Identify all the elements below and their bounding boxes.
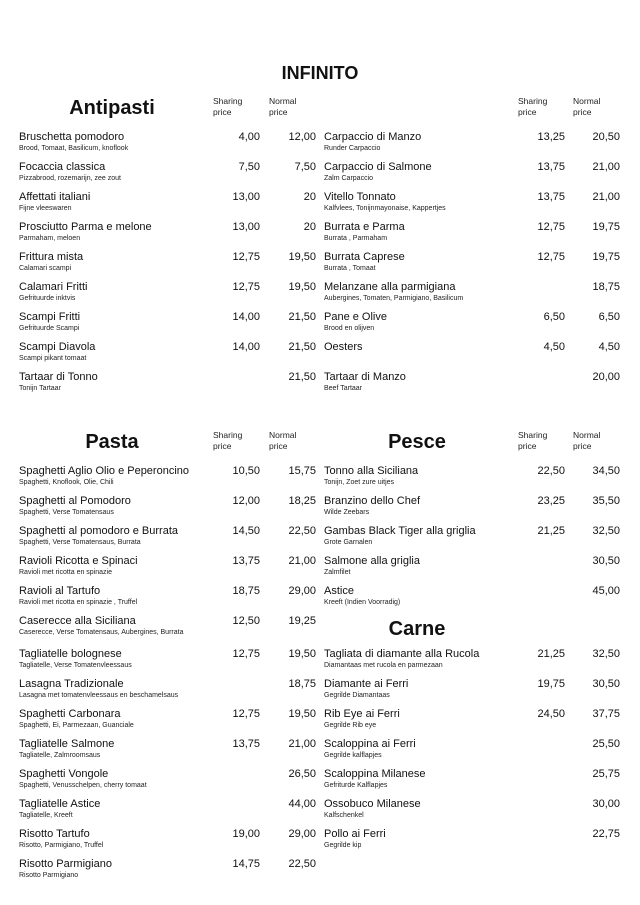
menu-item: [324, 131, 624, 161]
price-label: price: [269, 107, 288, 117]
price-label: price: [518, 107, 537, 117]
item-name: Spaghetti al Pomodoro: [19, 495, 131, 507]
menu-item: [19, 161, 319, 191]
menu-item: [19, 798, 319, 828]
item-description: Tonijn, Zoet zure uitjes: [324, 479, 395, 486]
normal-price: 30,50: [592, 555, 620, 567]
item-description: Grote Garnalen: [324, 539, 373, 546]
item-description: Ravioli met ricotta en spinazie , Truffel: [19, 599, 138, 606]
item-name: Focaccia classica: [19, 161, 106, 173]
menu-item: [324, 828, 624, 858]
item-description: Tagliatelle, Kreeft: [19, 812, 73, 819]
menu-item: [324, 525, 624, 555]
normal-price: 32,50: [592, 525, 620, 537]
item-name: Ossobuco Milanese: [324, 798, 421, 810]
sharing-price: 13,75: [232, 555, 260, 567]
normal-price: 19,50: [288, 281, 316, 293]
sharing-price: 13,75: [232, 738, 260, 750]
menu-item: [324, 251, 624, 281]
normal-price: 25,50: [592, 738, 620, 750]
menu-item: [324, 585, 624, 615]
sharing-price-header: [213, 96, 263, 118]
normal-price: 19,50: [288, 251, 316, 263]
item-description: Wilde Zeebars: [324, 509, 370, 516]
normal-price: 21,50: [288, 311, 316, 323]
antipasti-left-list: [19, 131, 319, 401]
normal-price-header: [269, 96, 319, 118]
item-name: Tagliata di diamante alla Rucola: [324, 648, 480, 660]
item-name: Risotto Tartufo: [19, 828, 90, 840]
item-name: Spaghetti al pomodoro e Burrata: [19, 525, 178, 537]
normal-price: 37,75: [592, 708, 620, 720]
item-name: Risotto Parmigiano: [19, 858, 112, 870]
normal-price: 25,75: [592, 768, 620, 780]
item-description: Calamari scampi: [19, 265, 72, 272]
sharing-price: 21,25: [537, 525, 565, 537]
item-description: Kalfschenkel: [324, 812, 364, 819]
item-description: Brood, Tomaat, Basilicum, knoflook: [19, 145, 129, 152]
item-description: Spaghetti, Verse Tomatensaus: [19, 509, 114, 516]
item-name: Carpaccio di Salmone: [324, 161, 432, 173]
menu-item: [324, 191, 624, 221]
normal-label: Normal: [269, 430, 297, 440]
normal-price: 4,50: [598, 341, 620, 353]
normal-price: 21,50: [288, 341, 316, 353]
item-name: Tagliatelle Astice: [19, 798, 101, 810]
sharing-price: 12,75: [232, 708, 260, 720]
sharing-price: 23,25: [537, 495, 565, 507]
item-description: Burrata , Parmaham: [324, 235, 388, 242]
sharing-price: 12,75: [537, 251, 565, 263]
sharing-price: 19,75: [537, 678, 565, 690]
normal-price: 21,00: [288, 555, 316, 567]
sharing-price: 18,75: [232, 585, 260, 597]
normal-price: 29,00: [288, 828, 316, 840]
price-label: price: [573, 107, 592, 117]
sharing-price: 14,00: [232, 341, 260, 353]
item-description: Zalm Carpaccio: [324, 175, 374, 182]
antipasti-right-list: [324, 131, 624, 401]
normal-price: 7,50: [294, 161, 316, 173]
menu-item: [19, 708, 319, 738]
item-name: Bruschetta pomodoro: [19, 131, 125, 143]
sharing-price: 12,75: [537, 221, 565, 233]
normal-price: 19,50: [288, 648, 316, 660]
item-name: Lasagna Tradizionale: [19, 678, 124, 690]
normal-price: 21,00: [592, 161, 620, 173]
item-description: Burrata , Tomaat: [324, 265, 376, 272]
sharing-price: 14,75: [232, 858, 260, 870]
sharing-price: 13,75: [537, 161, 565, 173]
sharing-label: Sharing: [213, 96, 243, 106]
normal-price: 26,50: [288, 768, 316, 780]
item-description: Gegrilde kalflapjes: [324, 752, 382, 759]
sharing-price: 19,00: [232, 828, 260, 840]
item-description: Ravioli met ricotta en spinazie: [19, 569, 112, 576]
menu-item: [324, 738, 624, 768]
menu-item: [324, 678, 624, 708]
menu-item: [19, 495, 319, 525]
item-name: Frittura mista: [19, 251, 84, 263]
normal-label: Normal: [573, 430, 601, 440]
sharing-price: 13,25: [537, 131, 565, 143]
menu-item: [19, 311, 319, 341]
item-name: Burrata e Parma: [324, 221, 405, 233]
sharing-price-header: [518, 96, 568, 118]
item-description: Spaghetti, Knoflook, Olie, Chili: [19, 479, 114, 486]
price-label: price: [518, 441, 537, 451]
normal-price: 18,75: [288, 678, 316, 690]
item-description: Kalfvlees, Tonijnmayonaise, Kappertjes: [324, 205, 446, 212]
menu-item: [19, 281, 319, 311]
menu-item: [324, 221, 624, 251]
sharing-price: 12,75: [232, 648, 260, 660]
normal-price: 21,00: [592, 191, 620, 203]
menu-item: [19, 525, 319, 555]
normal-price: 19,75: [592, 221, 620, 233]
menu-item: [19, 768, 319, 798]
item-name: Tartaar di Manzo: [324, 371, 406, 383]
item-name: Spaghetti Aglio Olio e Peperoncino: [19, 465, 190, 477]
menu-item: [19, 221, 319, 251]
menu-item: [324, 281, 624, 311]
item-name: Prosciutto Parma e melone: [19, 221, 152, 233]
item-name: Branzino dello Chef: [324, 495, 421, 507]
pesce-list: [324, 465, 624, 615]
normal-price: 34,50: [592, 465, 620, 477]
menu-item: [19, 555, 319, 585]
section-heading-antipasti: Antipasti: [69, 97, 155, 119]
item-name: Scaloppina Milanese: [324, 768, 426, 780]
sharing-price: 6,50: [543, 311, 565, 323]
normal-price-header: [269, 430, 319, 452]
normal-price: 22,50: [288, 858, 316, 870]
item-name: Tartaar di Tonno: [19, 371, 98, 383]
normal-price: 15,75: [288, 465, 316, 477]
price-label: price: [213, 107, 232, 117]
item-name: Astice: [324, 585, 354, 597]
item-name: Pollo ai Ferri: [324, 828, 386, 840]
menu-item: [19, 371, 319, 401]
normal-price: 30,50: [592, 678, 620, 690]
item-name: Salmone alla griglia: [324, 555, 420, 567]
item-name: Tonno alla Siciliana: [324, 465, 419, 477]
item-description: Risotto, Parmigiano, Truffel: [19, 842, 104, 849]
sharing-price: 7,50: [238, 161, 260, 173]
item-name: Ravioli al Tartufo: [19, 585, 101, 597]
normal-price: 20: [303, 191, 316, 203]
section-heading-pasta: Pasta: [85, 431, 139, 453]
item-description: Fijne vleeswaren: [19, 205, 72, 212]
normal-price: 30,00: [592, 798, 620, 810]
item-description: Runder Carpaccio: [324, 145, 381, 152]
menu-item: [324, 768, 624, 798]
item-description: Caserecce, Verse Tomatensaus, Aubergines, Burrata: [19, 629, 184, 636]
sharing-price: 4,50: [543, 341, 565, 353]
item-description: Beef Tartaar: [324, 385, 363, 392]
sharing-price: 12,75: [232, 281, 260, 293]
carne-list: [324, 648, 624, 858]
sharing-price: 12,50: [232, 615, 260, 627]
section-heading-carne: Carne: [388, 618, 446, 640]
sharing-price-header: [518, 430, 568, 452]
normal-price: 29,00: [288, 585, 316, 597]
sharing-price: 10,50: [232, 465, 260, 477]
normal-price-header: [573, 96, 623, 118]
item-description: Parmaham, meloen: [19, 235, 81, 242]
item-name: Calamari Fritti: [19, 281, 88, 293]
menu-item: [19, 858, 319, 888]
item-description: Spaghetti, Venusschelpen, cherry tomaat: [19, 782, 147, 789]
item-description: Spaghetti, Verse Tomatensaus, Burrata: [19, 539, 141, 546]
item-description: Risotto Parmigiano: [19, 872, 79, 879]
sharing-price: 13,00: [232, 221, 260, 233]
item-name: Scaloppina ai Ferri: [324, 738, 416, 750]
sharing-price: 13,75: [537, 191, 565, 203]
item-name: Scampi Fritti: [19, 311, 81, 323]
menu-item: [324, 798, 624, 828]
item-description: Zalmfilet: [324, 569, 351, 576]
menu-item: [324, 311, 624, 341]
normal-price: 45,00: [592, 585, 620, 597]
normal-price: 44,00: [288, 798, 316, 810]
normal-price: 19,75: [592, 251, 620, 263]
normal-price: 20: [303, 221, 316, 233]
item-name: Gambas Black Tiger alla griglia: [324, 525, 476, 537]
menu-item: [324, 465, 624, 495]
normal-price: 19,25: [288, 615, 316, 627]
menu-item: [19, 131, 319, 161]
sharing-price: 14,00: [232, 311, 260, 323]
sharing-label: Sharing: [518, 430, 548, 440]
item-description: Tonijn Tartaar: [19, 385, 61, 392]
item-name: Rib Eye ai Ferri: [324, 708, 400, 720]
menu-item: [19, 191, 319, 221]
menu-item: [19, 738, 319, 768]
normal-price: 20,50: [592, 131, 620, 143]
menu-item: [324, 648, 624, 678]
item-description: Aubergines, Tomaten, Parmigiano, Basilicum: [324, 295, 464, 302]
sharing-price: 22,50: [537, 465, 565, 477]
item-name: Tagliatelle bolognese: [19, 648, 122, 660]
sharing-price: 24,50: [537, 708, 565, 720]
item-name: Ravioli Ricotta e Spinaci: [19, 555, 138, 567]
item-description: Gegrilde Diamantaas: [324, 692, 390, 699]
normal-price: 22,50: [288, 525, 316, 537]
item-description: Gegrilde kip: [324, 842, 362, 849]
item-description: Pizzabrood, rozemarijn, zee zout: [19, 175, 121, 182]
menu-item: [19, 615, 319, 645]
menu-item: [19, 828, 319, 858]
item-name: Spaghetti Vongole: [19, 768, 109, 780]
menu-item: [19, 648, 319, 678]
normal-price: 12,00: [288, 131, 316, 143]
normal-price: 18,75: [592, 281, 620, 293]
item-description: Kreeft (Indien Voorradig): [324, 599, 401, 606]
item-name: Diamante ai Ferri: [324, 678, 409, 690]
sharing-label: Sharing: [518, 96, 548, 106]
sharing-label: Sharing: [213, 430, 243, 440]
restaurant-title: INFINITO: [281, 63, 359, 83]
item-name: Burrata Caprese: [324, 251, 405, 263]
item-description: Gefrituurde inktvis: [19, 295, 76, 302]
item-description: Scampi pikant tomaat: [19, 355, 87, 362]
normal-label: Normal: [573, 96, 601, 106]
normal-price-header: [573, 430, 623, 452]
item-name: Oesters: [324, 341, 363, 353]
menu-item: [19, 341, 319, 371]
item-name: Tagliatelle Salmone: [19, 738, 115, 750]
normal-price: 21,50: [288, 371, 316, 383]
normal-label: Normal: [269, 96, 297, 106]
normal-price: 20,00: [592, 371, 620, 383]
normal-price: 35,50: [592, 495, 620, 507]
sharing-price: 12,00: [232, 495, 260, 507]
menu-item: [324, 341, 624, 371]
menu-item: [324, 495, 624, 525]
item-description: Tagliatelle, Verse Tomatenvleessaus: [19, 662, 132, 669]
normal-price: 22,75: [592, 828, 620, 840]
item-name: Vitello Tonnato: [324, 191, 396, 203]
item-description: Gegrilde Rib eye: [324, 722, 377, 729]
item-name: Caserecce alla Siciliana: [19, 615, 136, 627]
item-name: Carpaccio di Manzo: [324, 131, 422, 143]
normal-price: 21,00: [288, 738, 316, 750]
item-description: Tagliatelle, Zalmroomsaus: [19, 752, 101, 759]
menu-item: [19, 678, 319, 708]
item-name: Melanzane alla parmigiana: [324, 281, 456, 293]
section-heading-pesce: Pesce: [388, 431, 446, 453]
item-description: Lasagna met tomatenvleessaus en beschamelsaus: [19, 692, 179, 699]
menu-item: [19, 465, 319, 495]
menu-item: [19, 585, 319, 615]
normal-price: 18,25: [288, 495, 316, 507]
item-description: Gefrituurde Scampi: [19, 325, 80, 332]
menu-item: [324, 555, 624, 585]
item-description: Spaghetti, Ei, Parmezaan, Guanciale: [19, 722, 134, 729]
item-description: Diamantaas met rucola en parmezaan: [324, 662, 443, 669]
item-description: Gefriturde Kalflapjes: [324, 782, 388, 789]
menu-item: [324, 161, 624, 191]
sharing-price: 14,50: [232, 525, 260, 537]
price-label: price: [269, 441, 288, 451]
normal-price: 6,50: [598, 311, 620, 323]
menu-item: [324, 708, 624, 738]
sharing-price: 12,75: [232, 251, 260, 263]
item-description: Brood en olijven: [324, 325, 375, 332]
price-label: price: [213, 441, 232, 451]
menu-item: [19, 251, 319, 281]
menu-item: [324, 371, 624, 401]
item-name: Scampi Diavola: [19, 341, 96, 353]
sharing-price: 13,00: [232, 191, 260, 203]
normal-price: 19,50: [288, 708, 316, 720]
normal-price: 32,50: [592, 648, 620, 660]
item-name: Spaghetti Carbonara: [19, 708, 121, 720]
pasta-list: [19, 465, 319, 885]
item-name: Pane e Olive: [324, 311, 387, 323]
price-label: price: [573, 441, 592, 451]
sharing-price: 21,25: [537, 648, 565, 660]
sharing-price-header: [213, 430, 263, 452]
item-name: Affettati italiani: [19, 191, 91, 203]
sharing-price: 4,00: [238, 131, 260, 143]
